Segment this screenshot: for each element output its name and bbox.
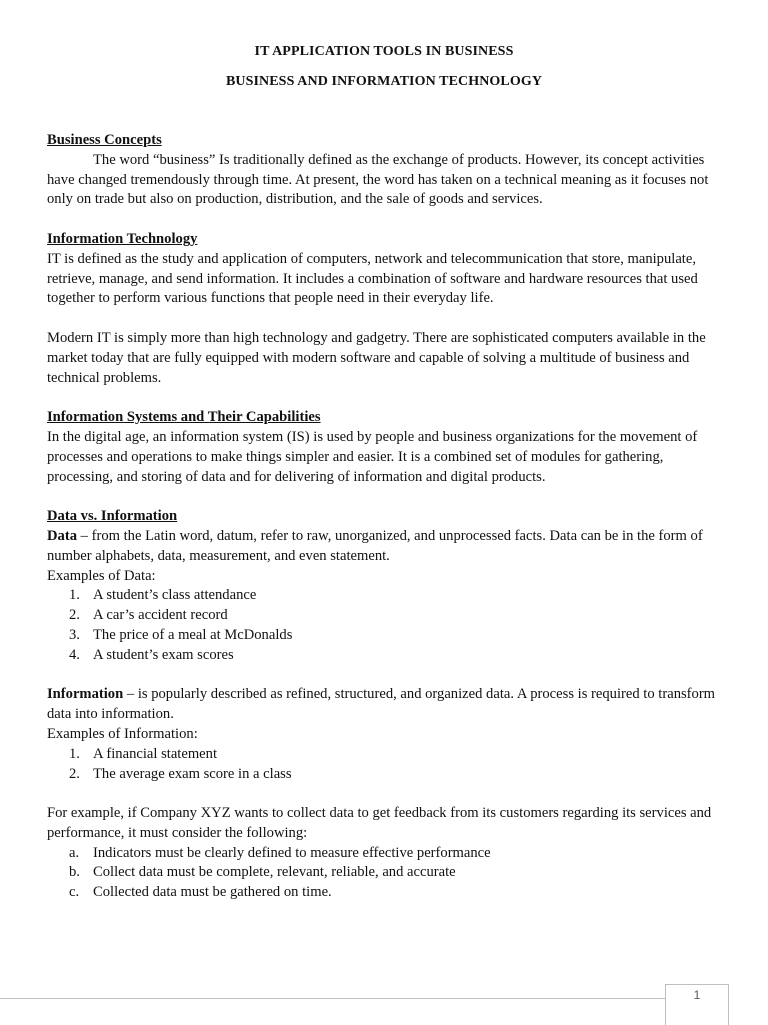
- considerations-list: [47, 844, 727, 903]
- list-item-text: A student’s exam scores: [93, 646, 234, 663]
- page-number: 1: [665, 984, 729, 1025]
- paragraph-information-definition: [47, 685, 727, 725]
- list-marker: a.: [69, 844, 80, 861]
- list-item-text: Collect data must be complete, relevant, reliable, and accurate: [93, 864, 456, 881]
- list-marker: 1.: [69, 587, 80, 604]
- list-item-text: The average exam score in a class: [93, 765, 292, 782]
- information-examples-label: Examples of Information:: [47, 725, 198, 742]
- list-marker: 3.: [69, 626, 80, 643]
- paragraph-it-definition: IT is defined as the study and application of computers, network and telecommunication that store, manipulate, retrieve, manage, and send information. It includes a combination of software and hardware resources that used together to perform various functions that people need in their everyday life.: [47, 250, 698, 307]
- footer-divider: [0, 998, 665, 999]
- list-marker: b.: [69, 864, 80, 881]
- list-item-text: A student’s class attendance: [93, 587, 257, 604]
- information-examples-list: [47, 745, 727, 785]
- information-definition-text: – is popularly described as refined, structured, and organized data. A process is required to transform data into information.: [47, 686, 716, 723]
- list-item: [47, 765, 727, 785]
- term-information: Information: [47, 686, 124, 703]
- paragraph-modern-it: Modern IT is simply more than high technology and gadgetry. There are sophisticated computers available in the market today that are fully equipped with modern software and capable of solving a multitude of business and technical problems.: [47, 329, 706, 386]
- list-item: [47, 586, 727, 606]
- document-body: [47, 131, 727, 903]
- list-marker: 1.: [69, 745, 80, 762]
- term-data: Data: [47, 527, 77, 544]
- document-title: IT APPLICATION TOOLS IN BUSINESS: [254, 44, 514, 59]
- list-item: [47, 745, 727, 765]
- heading-information-technology: Information Technology: [47, 230, 198, 247]
- paragraph-business: The word “business” Is traditionally defined as the exchange of products. However, its concept activities have changed tremendously through time. At present, the word has taken on a technical meaning as it focuses not only on trade but also on production, distribution, and the sale of goods and services.: [47, 151, 709, 208]
- list-item: [47, 646, 727, 666]
- list-item-text: Indicators must be clearly defined to measure effective performance: [93, 844, 491, 861]
- data-examples-label: Examples of Data:: [47, 567, 156, 584]
- list-item-text: A financial statement: [93, 745, 218, 762]
- paragraph-data-definition: [47, 527, 727, 567]
- heading-data-vs-information: Data vs. Information: [47, 508, 178, 525]
- list-item-text: The price of a meal at McDonalds: [93, 626, 293, 643]
- list-item: [47, 606, 727, 626]
- list-item-text: Collected data must be gathered on time.: [93, 884, 332, 901]
- list-item: [47, 863, 727, 883]
- list-marker: 2.: [69, 765, 80, 782]
- data-definition-text: – from the Latin word, datum, refer to raw, unorganized, and unprocessed facts. Data can be in the form of number alphabets, data, measurement, and even statement.: [47, 527, 703, 564]
- list-marker: 2.: [69, 607, 80, 624]
- list-item: [47, 883, 727, 903]
- paragraph-information-systems: In the digital age, an information system (IS) is used by people and business organizations for the movement of processes and operations to make things simpler and easier. It is a combined set of modules for gathering, processing, and storing of data and for delivering of information and digital products.: [47, 428, 698, 485]
- paragraph-company-example: For example, if Company XYZ wants to collect data to get feedback from its customers regarding its services and performance, it must consider the following:: [47, 805, 712, 841]
- heading-business-concepts: Business Concepts: [47, 132, 162, 148]
- list-item: [47, 626, 727, 646]
- list-marker: c.: [69, 884, 80, 901]
- list-item-text: A car’s accident record: [93, 607, 228, 624]
- document-subtitle: BUSINESS AND INFORMATION TECHNOLOGY: [225, 74, 543, 89]
- data-examples-list: [47, 586, 727, 665]
- list-marker: 4.: [69, 646, 80, 663]
- heading-information-systems: Information Systems and Their Capabilities: [47, 409, 321, 426]
- list-item: [47, 844, 727, 864]
